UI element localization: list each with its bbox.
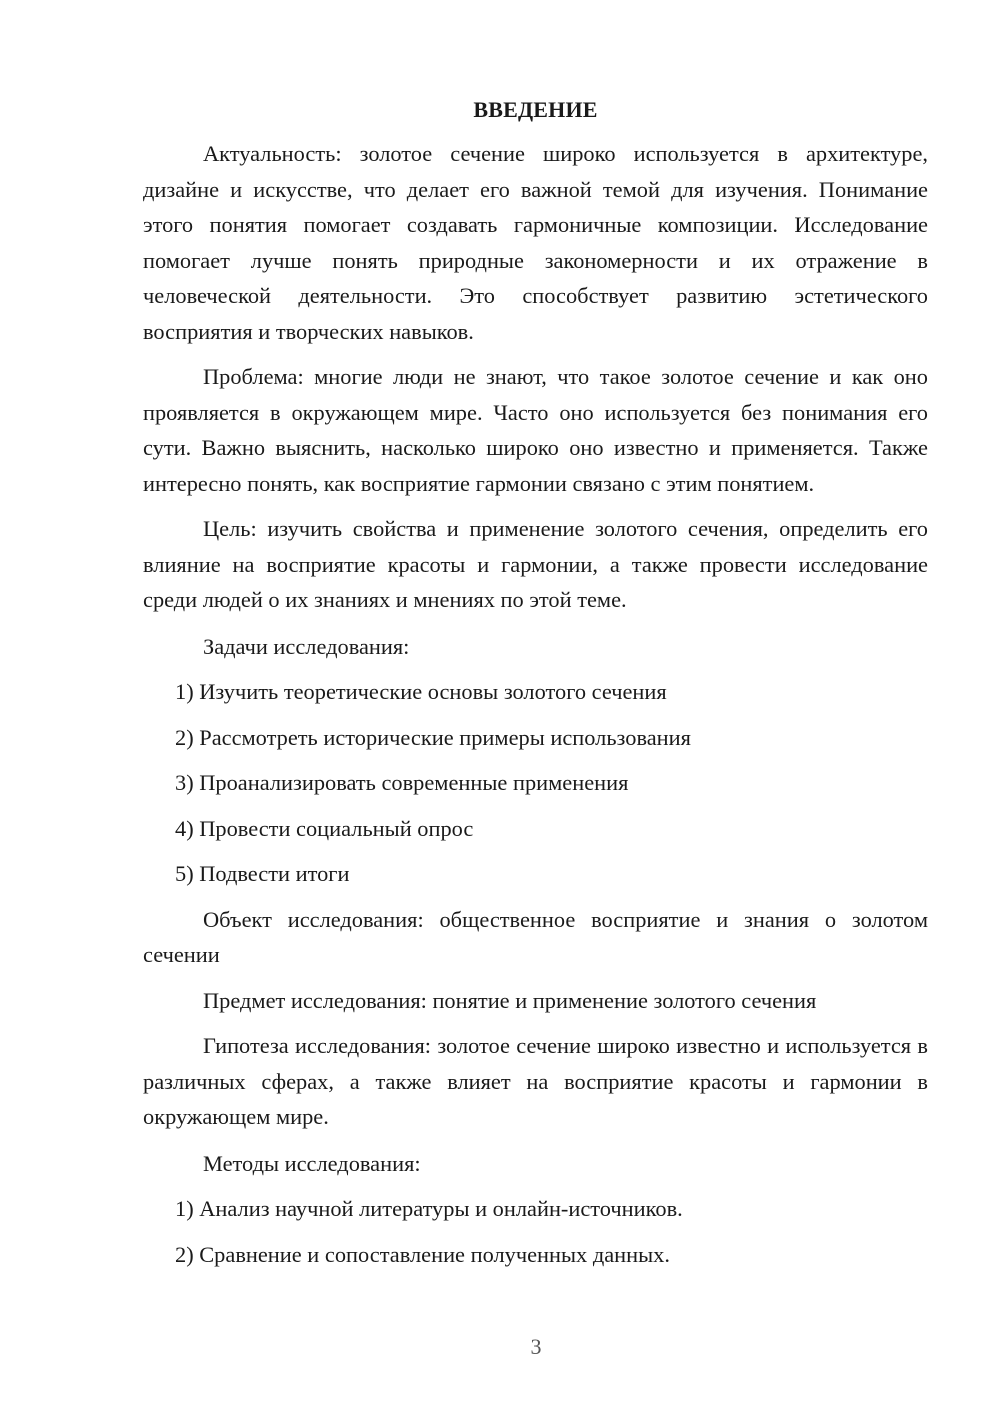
list-item: 2) Сравнение и сопоставление полученных данных. — [175, 1241, 670, 1267]
methods-list — [143, 1191, 928, 1272]
list-item: 3) Проанализировать современные применения — [175, 770, 629, 795]
problem-paragraph: Проблема: многие люди не знают, что такое золотое сечение и как оно проявляется в окружающем мире. Часто оно используется без понимания его сути. Важно выяснить, насколько широко оно известно и применяется. Также интересно понять, как восприятие гармонии связано с этим понятием. — [143, 364, 928, 496]
list-item: 1) Изучить теоретические основы золотого сечения — [175, 679, 667, 704]
list-item: 2) Рассмотреть исторические примеры использования — [175, 724, 691, 750]
subject-paragraph: Предмет исследования: понятие и применение золотого сечения — [203, 987, 817, 1013]
list-item: 4) Провести социальный опрос — [175, 815, 474, 841]
page-title: ВВЕДЕНИЕ — [473, 97, 598, 122]
methods-heading: Методы исследования: — [203, 1150, 421, 1176]
document-page — [143, 96, 928, 1272]
list-item: 1) Анализ научной литературы и онлайн-источников. — [175, 1196, 683, 1221]
tasks-heading: Задачи исследования: — [203, 633, 410, 659]
page-number: 3 — [530, 1334, 542, 1359]
hypothesis-paragraph: Гипотеза исследования: золотое сечение широко известно и используется в различных сферах, а также влияет на восприятие красоты и гармонии в окружающем мире. — [143, 1033, 928, 1129]
list-item: 5) Подвести итоги — [175, 861, 350, 886]
tasks-list — [143, 674, 928, 892]
relevance-paragraph: Актуальность: золотое сечение широко используется в архитектуре, дизайне и искусстве, что делает его важной темой для изучения. Понимание этого понятия помогает создавать гармоничные композиции. Исследование помогает лучше понять природные закономерности и их отражение в человеческой деятельности. Это способствует развитию эстетического восприятия и творческих навыков. — [143, 141, 928, 344]
object-paragraph: Объект исследования: общественное восприятие и знания о золотом сечении — [143, 906, 928, 967]
goal-paragraph: Цель: изучить свойства и применение золотого сечения, определить его влияние на восприятие красоты и гармонии, а также провести исследование среди людей о их знаниях и мнениях по этой теме. — [143, 516, 928, 612]
